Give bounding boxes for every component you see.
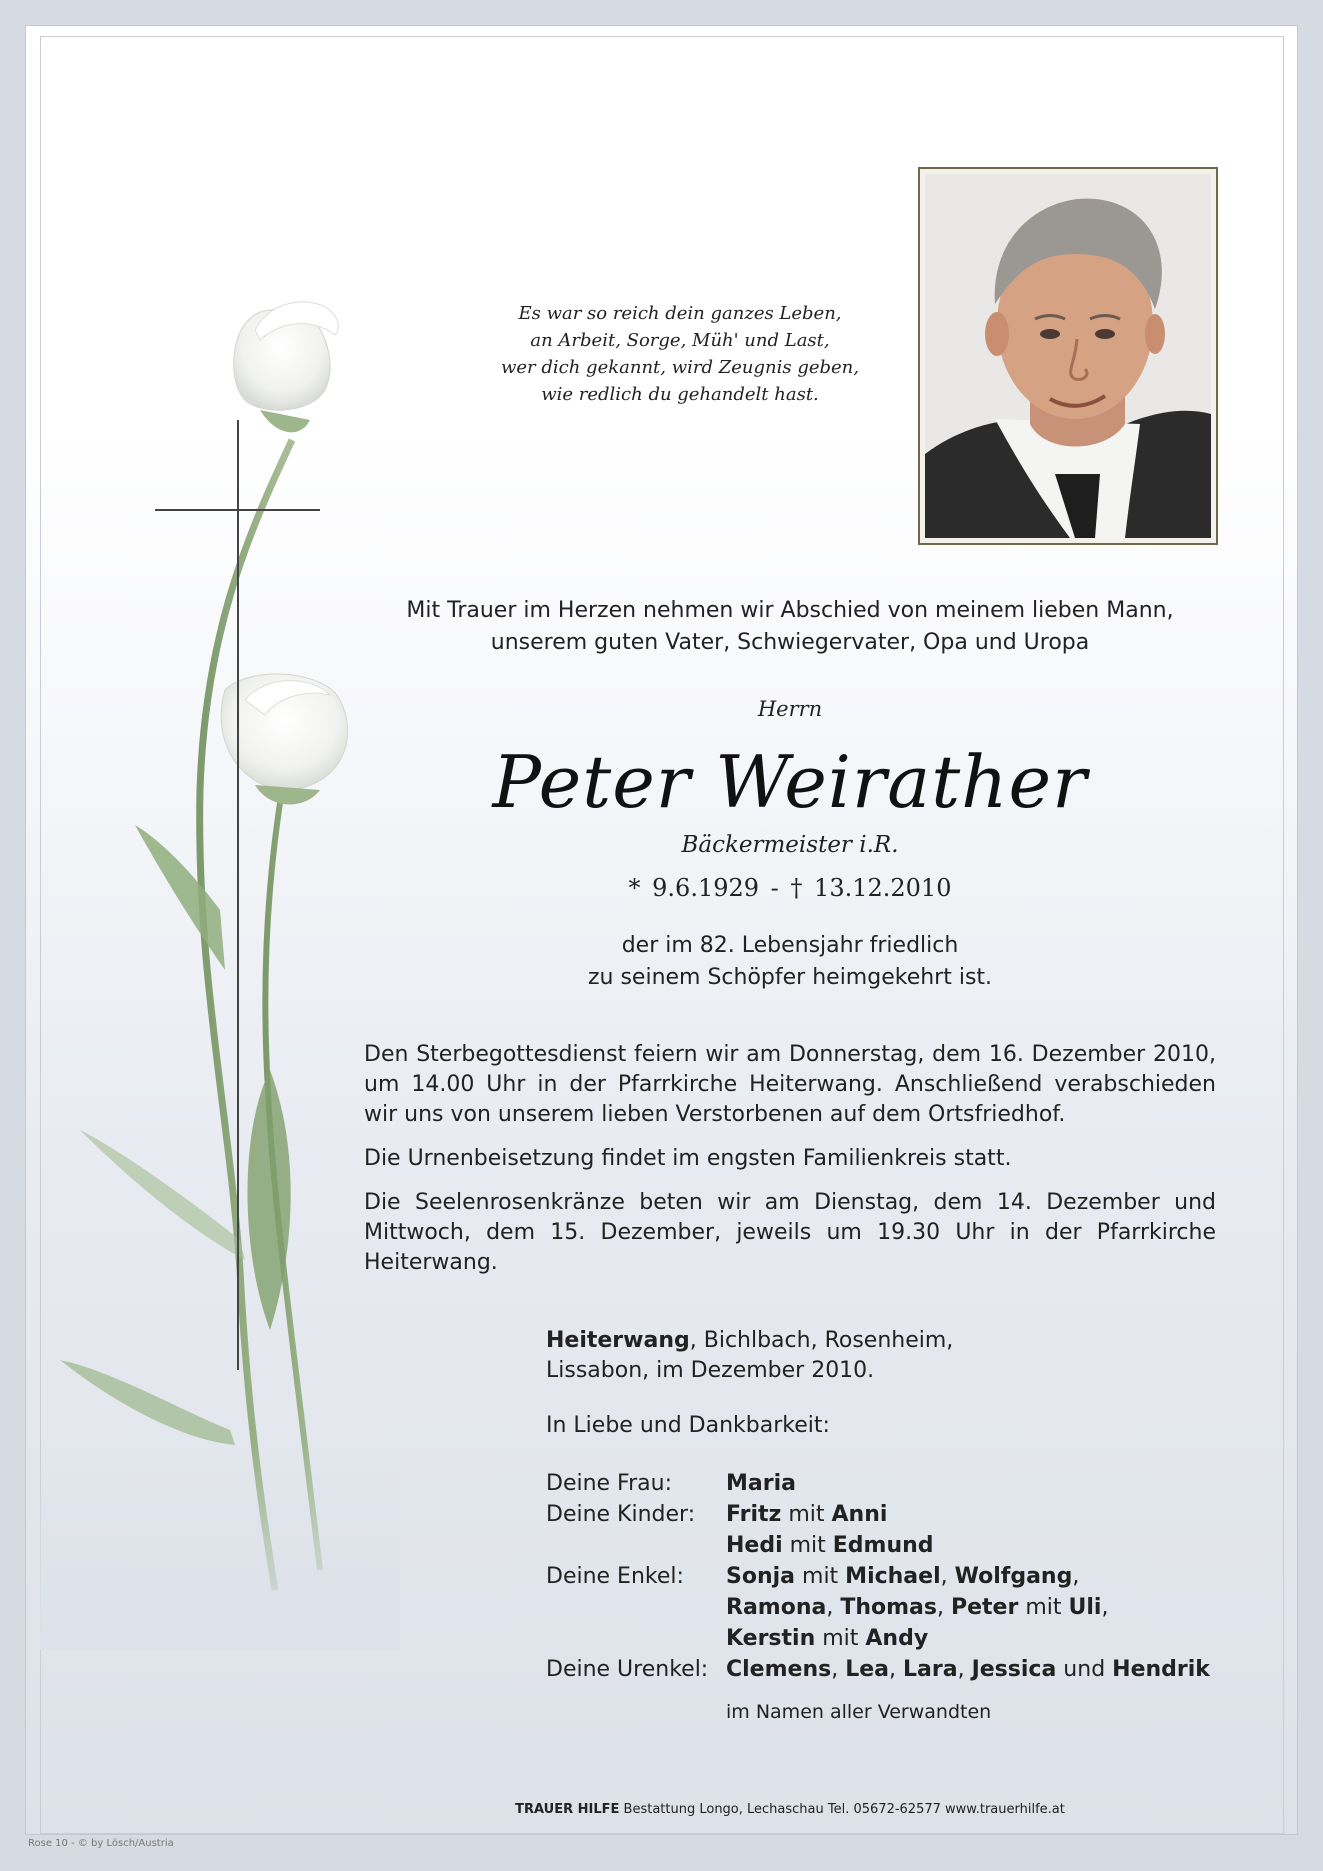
family-name: Sonja bbox=[726, 1564, 796, 1589]
family-connector: mit bbox=[782, 1533, 833, 1558]
death-date: † 13.12.2010 bbox=[790, 874, 952, 902]
family-name: Thomas bbox=[840, 1595, 937, 1620]
intro-line: unserem guten Vater, Schwiegervater, Opa und Uropa bbox=[490, 630, 1090, 655]
family-connector: , bbox=[889, 1657, 904, 1682]
family-name: Jessica bbox=[971, 1657, 1057, 1682]
family-label: Deine Urenkel: bbox=[546, 1657, 709, 1682]
family-label: Deine Frau: bbox=[546, 1471, 672, 1496]
family-connector: mit bbox=[815, 1626, 866, 1651]
family-name: Hedi bbox=[726, 1533, 783, 1558]
family-name: Clemens bbox=[726, 1657, 832, 1682]
family-row-grandchildren-cont bbox=[546, 1592, 1246, 1623]
family-row-children-cont bbox=[546, 1530, 1246, 1561]
family-label: Deine Enkel: bbox=[546, 1564, 684, 1589]
footer-contact: Bestattung Longo, Lechaschau Tel. 05672-62577 www.trauerhilfe.at bbox=[619, 1802, 1065, 1817]
family-name: Ramona bbox=[726, 1595, 827, 1620]
peace-line: zu seinem Schöpfer heimgekehrt ist. bbox=[587, 965, 993, 990]
quote-line: wer dich gekannt, wird Zeugnis geben, bbox=[501, 357, 859, 378]
deceased-name: Peter Weirather bbox=[492, 740, 1088, 824]
funeral-home-footer bbox=[440, 1802, 1140, 1817]
copyright-note: Rose 10 - © by Lösch/Austria bbox=[28, 1838, 174, 1849]
intro-text bbox=[340, 595, 1240, 659]
family-connector: , bbox=[826, 1595, 841, 1620]
life-dates bbox=[540, 874, 1040, 902]
peace-text bbox=[440, 930, 1140, 994]
family-name: Andy bbox=[865, 1626, 929, 1651]
family-connector: , bbox=[831, 1657, 846, 1682]
family-row-grandchildren-cont2 bbox=[546, 1623, 1246, 1654]
family-connector: , bbox=[957, 1657, 972, 1682]
family-connector: mit bbox=[795, 1564, 846, 1589]
family-name: Peter bbox=[951, 1595, 1019, 1620]
rose-illustration bbox=[40, 270, 400, 1650]
quote-line: an Arbeit, Sorge, Müh' und Last, bbox=[530, 330, 830, 351]
family-name: Edmund bbox=[832, 1533, 934, 1558]
family-name: Hendrik bbox=[1112, 1657, 1210, 1682]
urn-burial-paragraph: Die Urnenbeisetzung findet im engsten Familienkreis statt. bbox=[364, 1146, 1012, 1171]
birth-date: * 9.6.1929 bbox=[628, 874, 760, 902]
profession: Bäckermeister i.R. bbox=[681, 832, 899, 858]
family-name: Lea bbox=[845, 1657, 890, 1682]
family-row-children bbox=[546, 1499, 1246, 1530]
family-name: Fritz bbox=[726, 1502, 782, 1527]
family-row-grandchildren bbox=[546, 1561, 1246, 1592]
place-line2: Lissabon, im Dezember 2010. bbox=[546, 1358, 875, 1383]
rosary-paragraph: Die Seelenrosenkränze beten wir am Dienstag, dem 14. Dezember und Mittwoch, dem 15. Dezember, jeweils um 19.30 Uhr in der Pfarrkirche Heiterwang. bbox=[364, 1190, 1216, 1275]
thanks-line: In Liebe und Dankbarkeit: bbox=[546, 1413, 830, 1438]
family-connector: und bbox=[1056, 1657, 1113, 1682]
service-details bbox=[364, 1040, 1216, 1292]
memorial-quote bbox=[450, 300, 910, 408]
family-row-great-grandchildren bbox=[546, 1654, 1246, 1685]
family-connector: , bbox=[940, 1564, 955, 1589]
family-connector: mit bbox=[1018, 1595, 1069, 1620]
portrait-photo bbox=[918, 167, 1218, 545]
quote-line: Es war so reich dein ganzes Leben, bbox=[518, 303, 842, 324]
family-list bbox=[546, 1468, 1246, 1685]
family-connector: mit bbox=[781, 1502, 832, 1527]
footer-brand: TRAUER HILFE bbox=[515, 1802, 620, 1817]
peace-line: der im 82. Lebensjahr friedlich bbox=[621, 933, 959, 958]
family-label: Deine Kinder: bbox=[546, 1502, 696, 1527]
place-and-date bbox=[546, 1326, 1046, 1386]
family-name: Lara bbox=[903, 1657, 958, 1682]
place-main: Heiterwang bbox=[546, 1328, 690, 1353]
portrait-image bbox=[925, 174, 1211, 538]
family-name: Wolfgang bbox=[954, 1564, 1073, 1589]
family-name: Kerstin bbox=[726, 1626, 816, 1651]
salutation: Herrn bbox=[757, 697, 823, 721]
place-others: , Bichlbach, Rosenheim, bbox=[689, 1328, 954, 1353]
family-name: Michael bbox=[845, 1564, 941, 1589]
intro-line: Mit Trauer im Herzen nehmen wir Abschied von meinem lieben Mann, bbox=[406, 598, 1174, 623]
quote-line: wie redlich du gehandelt hast. bbox=[541, 384, 819, 405]
date-separator: - bbox=[770, 874, 779, 902]
family-connector: , bbox=[1072, 1564, 1080, 1589]
family-connector: , bbox=[1101, 1595, 1109, 1620]
family-row-wife bbox=[546, 1468, 1246, 1499]
family-name: Maria bbox=[726, 1471, 796, 1496]
funeral-mass-paragraph: Den Sterbegottesdienst feiern wir am Donnerstag, dem 16. Dezember 2010, um 14.00 Uhr in der Pfarrkirche Heiterwang. Anschließend verabschieden wir uns von unserem lieben Verstorbenen auf dem Ortsfriedhof. bbox=[364, 1042, 1216, 1127]
family-name: Anni bbox=[831, 1502, 888, 1527]
family-name: Uli bbox=[1068, 1595, 1102, 1620]
family-connector: , bbox=[937, 1595, 951, 1620]
relatives-note: im Namen aller Verwandten bbox=[726, 1701, 992, 1723]
